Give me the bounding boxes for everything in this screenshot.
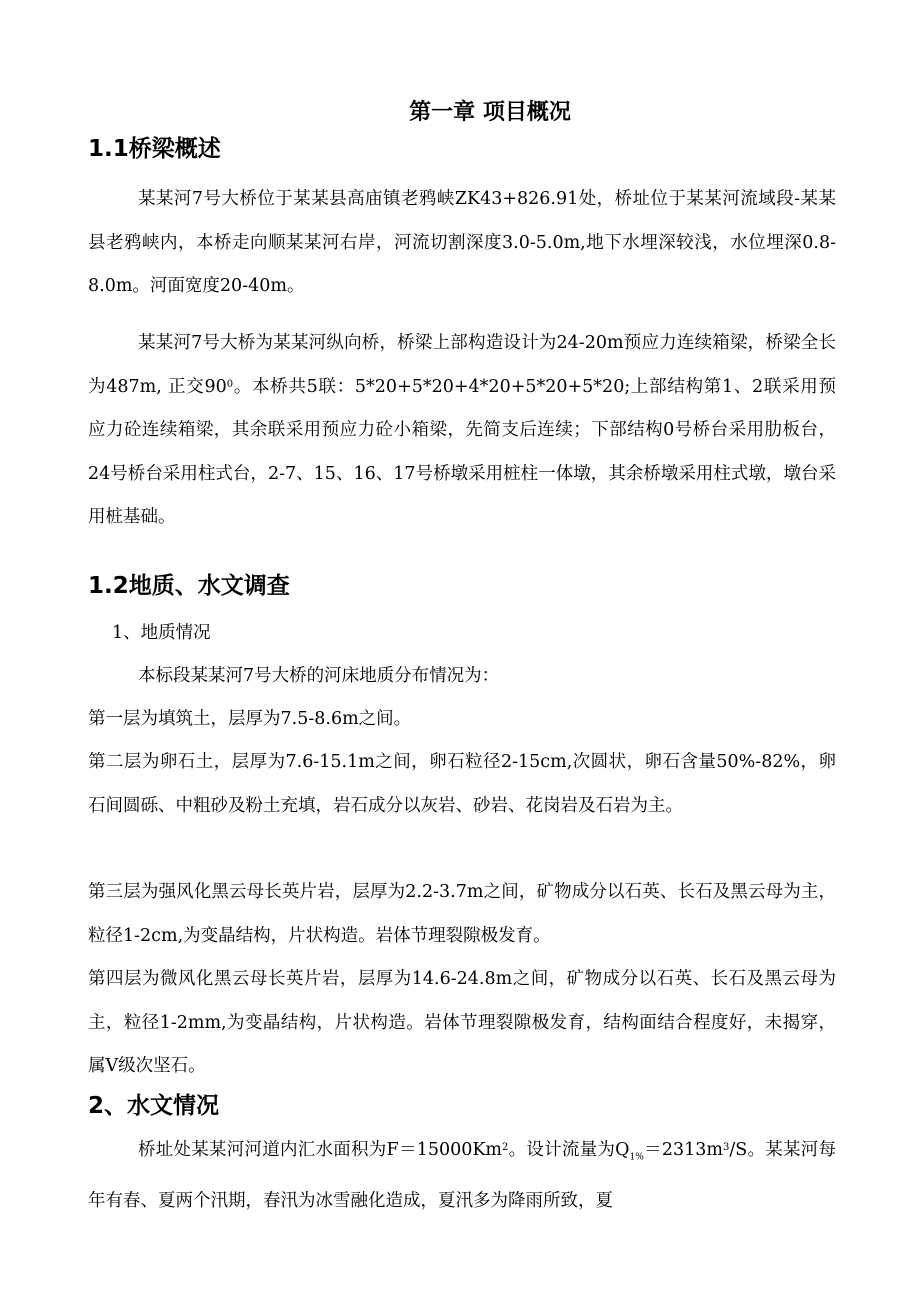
volume-unit-superscript: 3 <box>722 1142 730 1153</box>
paragraph-layer-4: 第四层为微风化黑云母长英片岩，层厚为14.6-24.8m之间，矿物成分以石英、长石及黑云母为主，粒径1-2mm,为变晶结构，片状构造。岩体节理裂隙极发育，结构面结合程度好，未揭穿，属Ⅴ级次坚石。 <box>88 969 836 1076</box>
paragraph-bridge-location: 某某河7号大桥位于某某县高庙镇老鸦峡ZK43+826.91处，桥址位于某某河流域段-某某县老鸦峡内，本桥走向顺某某河右岸，河流切割深度3.0-5.0m,地下水埋深较浅，水位埋深0.8-8.0m。河面宽度20-40m。 <box>88 189 836 296</box>
bridge-structure-text-b: 。本桥共5联：5*20+5*20+4*20+5*20+5*20;上部结构第1、2联采用预应力砼连续箱梁，其余联采用预应力砼小箱梁，先简支后连续；下部结构0号桥台采用肋板台，24号桥台采用柱式台，2-7、15、16、17号桥墩采用桩柱一体墩，其余桥墩采用柱式墩，墩台采用桩基础。 <box>88 376 836 527</box>
hydrology-text-a: 桥址处某某河河道内汇水面积为F＝15000Km <box>138 1140 503 1160</box>
flow-subscript: 1% <box>629 1152 644 1163</box>
paragraph-bridge-structure <box>88 322 836 540</box>
chapter-title: 第一章 项目概况 <box>409 100 571 125</box>
degree-superscript: 0 <box>226 378 234 390</box>
paragraph-hydrology <box>88 1129 836 1224</box>
section-heading-1-2: 1.2地质、水文调查 <box>88 573 290 599</box>
hydrology-text-c: ＝2313m <box>643 1140 723 1160</box>
paragraph-layer-2: 第二层为卵石土，层厚为7.6-15.1m之间，卵石粒径2-15cm,次圆状，卵石含量50%-82%，卵石间圆砾、中粗砂及粉土充填，岩石成分以灰岩、砂岩、花岗岩及石岩为主。 <box>88 752 836 816</box>
paragraph-layer-3: 第三层为强风化黑云母长英片岩，层厚为2.2-3.7m之间，矿物成分以石英、长石及黑云母为主，粒径1-2cm,为变晶结构，片状构造。岩体节理裂隙极发育。 <box>88 882 836 946</box>
section-heading-2: 2、水文情况 <box>88 1093 220 1119</box>
area-unit-superscript: 2 <box>502 1142 509 1153</box>
hydrology-text-d: /S。某某河每年有春、夏两个汛期，春汛为冰雪融化造成，夏汛多为降雨所致，夏 <box>88 1140 836 1211</box>
hydrology-text-b: 。设计流量为Q <box>508 1140 630 1160</box>
section-heading-1-1: 1.1桥梁概述 <box>88 136 221 162</box>
bridge-structure-text-a: 某某河7号大桥为某某河纵向桥，桥梁上部构造设计为24-20m预应力连续箱梁，桥梁全长为487m, 正交90 <box>88 333 836 397</box>
subheading-geology: 1、地质情况 <box>112 623 211 643</box>
paragraph-layer-1: 第一层为填筑土，层厚为7.5-8.6m之间。 <box>88 709 412 729</box>
paragraph-geology-intro: 本标段某某河7号大桥的河床地质分布情况为： <box>138 666 500 686</box>
